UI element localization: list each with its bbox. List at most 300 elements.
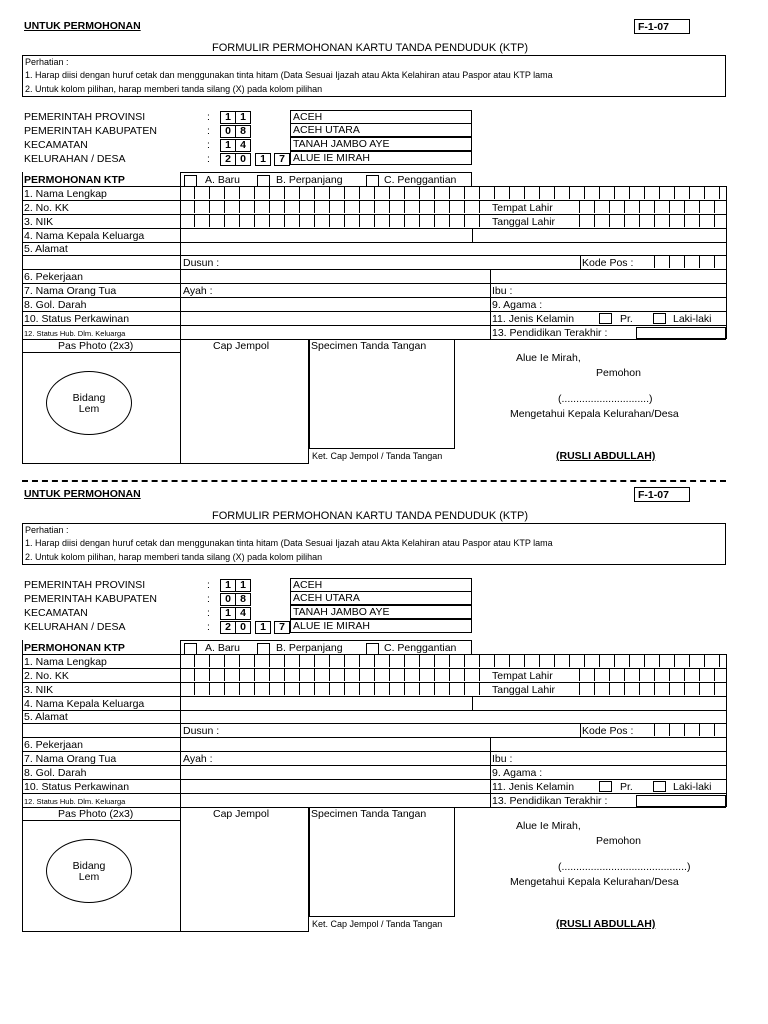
char-cell[interactable] — [360, 655, 375, 667]
char-cell[interactable] — [690, 187, 705, 199]
glue-label-2: Lem — [78, 403, 100, 415]
char-cell[interactable] — [555, 655, 570, 667]
char-cell[interactable] — [180, 215, 195, 227]
char-cell[interactable] — [700, 683, 715, 695]
char-cell[interactable] — [685, 201, 700, 213]
char-cell[interactable] — [330, 187, 345, 199]
thumbprint-box[interactable] — [180, 807, 309, 932]
char-cell[interactable] — [670, 201, 685, 213]
char-cell[interactable] — [195, 655, 210, 667]
kabupaten-name: ACEH UTARA — [293, 124, 360, 136]
char-cell[interactable] — [285, 669, 300, 681]
char-cell[interactable] — [565, 683, 580, 695]
char-cell[interactable] — [595, 683, 610, 695]
char-cell[interactable] — [330, 215, 345, 227]
char-cell[interactable] — [705, 187, 720, 199]
char-cell[interactable] — [655, 683, 670, 695]
char-cell[interactable] — [240, 669, 255, 681]
char-cell[interactable] — [210, 669, 225, 681]
char-cell[interactable] — [210, 215, 225, 227]
char-cell[interactable] — [255, 683, 270, 695]
char-cell[interactable] — [270, 683, 285, 695]
kelamin-lk-label: Laki-laki — [673, 313, 712, 325]
char-cell[interactable] — [675, 655, 690, 667]
char-cell[interactable] — [300, 669, 315, 681]
char-cell[interactable] — [225, 201, 240, 213]
mengetahui-label: Mengetahui Kepala Kelurahan/Desa — [510, 408, 679, 420]
char-cell[interactable] — [225, 683, 240, 695]
field-kepala-keluarga: 4. Nama Kepala Keluarga — [24, 698, 145, 710]
char-cell[interactable] — [670, 669, 685, 681]
char-cell[interactable] — [685, 215, 700, 227]
char-cell[interactable] — [195, 187, 210, 199]
char-cell[interactable] — [655, 201, 670, 213]
char-cell[interactable] — [210, 683, 225, 695]
char-cell[interactable] — [700, 201, 715, 213]
char-cell[interactable] — [480, 655, 495, 667]
char-cell[interactable] — [360, 669, 375, 681]
char-cell[interactable] — [465, 669, 480, 681]
char-cell[interactable] — [345, 655, 360, 667]
char-cell[interactable] — [450, 215, 465, 227]
kodepos-grid[interactable] — [640, 256, 726, 268]
char-cell[interactable] — [640, 215, 655, 227]
char-cell[interactable] — [565, 669, 580, 681]
char-cell[interactable] — [210, 201, 225, 213]
char-cell[interactable] — [390, 655, 405, 667]
tanggal-lahir-grid[interactable] — [565, 683, 726, 695]
char-cell[interactable] — [390, 683, 405, 695]
field-nik: 3. NIK — [24, 684, 54, 696]
char-cell[interactable] — [180, 669, 195, 681]
char-cell[interactable] — [660, 187, 675, 199]
char-cell[interactable] — [180, 187, 195, 199]
char-cell[interactable] — [525, 655, 540, 667]
nik-grid[interactable] — [180, 215, 490, 227]
char-cell[interactable] — [655, 256, 670, 268]
char-cell[interactable] — [375, 655, 390, 667]
char-cell[interactable] — [375, 201, 390, 213]
char-cell[interactable] — [480, 187, 495, 199]
char-cell[interactable] — [255, 187, 270, 199]
char-cell[interactable] — [360, 215, 375, 227]
char-cell[interactable] — [465, 683, 480, 695]
char-cell[interactable] — [330, 683, 345, 695]
char-cell[interactable] — [375, 683, 390, 695]
field-nama: 1. Nama Lengkap — [24, 656, 107, 668]
signature-label: Specimen Tanda Tangan — [311, 808, 427, 820]
provinsi-code-digit[interactable]: 1 — [235, 579, 251, 592]
char-cell[interactable] — [450, 683, 465, 695]
kelamin-pr-checkbox[interactable] — [599, 781, 612, 792]
kelurahan-code-digit[interactable]: 7 — [274, 153, 290, 166]
kecamatan-code-digit[interactable]: 1 — [220, 607, 236, 620]
char-cell[interactable] — [195, 215, 210, 227]
char-cell[interactable] — [540, 655, 555, 667]
kecamatan-label: KECAMATAN — [24, 139, 88, 151]
kodepos-grid[interactable] — [640, 724, 726, 736]
tempat-lahir-grid[interactable] — [565, 669, 726, 681]
char-cell[interactable] — [390, 669, 405, 681]
char-cell[interactable] — [645, 655, 660, 667]
char-cell[interactable] — [630, 655, 645, 667]
signature-label: Specimen Tanda Tangan — [311, 340, 427, 352]
field-status-hubungan: 12. Status Hub. Dlm. Keluarga — [24, 797, 126, 806]
char-cell[interactable] — [630, 187, 645, 199]
kelurahan-code-digit[interactable]: 0 — [235, 621, 251, 634]
char-cell[interactable] — [685, 256, 700, 268]
kelamin-lk-checkbox[interactable] — [653, 781, 666, 792]
char-cell[interactable] — [655, 215, 670, 227]
char-cell[interactable] — [195, 669, 210, 681]
char-cell[interactable] — [570, 187, 585, 199]
char-cell[interactable] — [555, 187, 570, 199]
option-b-label: B. Perpanjang — [276, 642, 343, 654]
char-cell[interactable] — [595, 201, 610, 213]
char-cell[interactable] — [625, 201, 640, 213]
thumbprint-box[interactable] — [180, 339, 309, 464]
field-nik: 3. NIK — [24, 216, 54, 228]
char-cell[interactable] — [255, 201, 270, 213]
char-cell[interactable] — [420, 683, 435, 695]
char-cell[interactable] — [225, 669, 240, 681]
char-cell[interactable] — [225, 215, 240, 227]
signature-caption: Ket. Cap Jempol / Tanda Tangan — [312, 451, 443, 461]
char-cell[interactable] — [525, 187, 540, 199]
field-pendidikan: 13. Pendidikan Terakhir : — [492, 795, 608, 807]
char-cell[interactable] — [540, 187, 555, 199]
char-cell[interactable] — [225, 187, 240, 199]
char-cell[interactable] — [615, 187, 630, 199]
char-cell[interactable] — [195, 201, 210, 213]
nama-grid[interactable] — [180, 655, 726, 667]
provinsi-colon: : — [207, 579, 210, 591]
pendidikan-input[interactable] — [636, 795, 726, 807]
char-cell[interactable] — [645, 187, 660, 199]
option-b-label: B. Perpanjang — [276, 174, 343, 186]
char-cell[interactable] — [465, 655, 480, 667]
char-cell[interactable] — [690, 655, 705, 667]
field-ayah: Ayah : — [183, 285, 213, 297]
char-cell[interactable] — [345, 215, 360, 227]
form-code: F-1-07 — [638, 21, 669, 33]
form-code: F-1-07 — [638, 489, 669, 501]
char-cell[interactable] — [625, 683, 640, 695]
char-cell[interactable] — [670, 215, 685, 227]
provinsi-code-digit[interactable]: 1 — [235, 111, 251, 124]
kelurahan-code-digit[interactable]: 1 — [255, 153, 271, 166]
char-cell[interactable] — [435, 683, 450, 695]
signature-box[interactable] — [309, 807, 455, 917]
char-cell[interactable] — [300, 187, 315, 199]
char-cell[interactable] — [255, 669, 270, 681]
char-cell[interactable] — [435, 201, 450, 213]
char-cell[interactable] — [390, 215, 405, 227]
char-cell[interactable] — [685, 724, 700, 736]
char-cell[interactable] — [315, 655, 330, 667]
kelamin-lk-label: Laki-laki — [673, 781, 712, 793]
char-cell[interactable] — [585, 655, 600, 667]
char-cell[interactable] — [600, 655, 615, 667]
kelurahan-code-digit[interactable]: 0 — [235, 153, 251, 166]
kabupaten-code-digit[interactable]: 8 — [235, 125, 251, 138]
char-cell[interactable] — [640, 201, 655, 213]
char-cell[interactable] — [510, 187, 525, 199]
char-cell[interactable] — [180, 683, 195, 695]
char-cell[interactable] — [675, 187, 690, 199]
char-cell[interactable] — [625, 215, 640, 227]
char-cell[interactable] — [670, 256, 685, 268]
kabupaten-code-digit[interactable]: 0 — [220, 125, 236, 138]
char-cell[interactable] — [405, 215, 420, 227]
field-gol-darah: 8. Gol. Darah — [24, 767, 87, 779]
char-cell[interactable] — [700, 724, 715, 736]
thumbprint-label: Cap Jempol — [213, 808, 270, 820]
section-label: UNTUK PERMOHONAN — [24, 488, 141, 500]
char-cell[interactable] — [315, 215, 330, 227]
field-kodepos: Kode Pos : — [582, 257, 634, 269]
kabupaten-label: PEMERINTAH KABUPATEN — [24, 125, 158, 137]
char-cell[interactable] — [700, 215, 715, 227]
signature-box[interactable] — [309, 339, 455, 449]
char-cell[interactable] — [270, 669, 285, 681]
char-cell[interactable] — [700, 669, 715, 681]
char-cell[interactable] — [225, 655, 240, 667]
tanggal-lahir-grid[interactable] — [565, 215, 726, 227]
char-cell[interactable] — [375, 215, 390, 227]
char-cell[interactable] — [640, 724, 655, 736]
char-cell[interactable] — [655, 724, 670, 736]
char-cell[interactable] — [405, 683, 420, 695]
char-cell[interactable] — [670, 724, 685, 736]
form-title: FORMULIR PERMOHONAN KARTU TANDA PENDUDUK (KTP) — [212, 42, 528, 54]
kecamatan-code-digit[interactable]: 4 — [235, 607, 251, 620]
char-cell[interactable] — [285, 215, 300, 227]
char-cell[interactable] — [405, 187, 420, 199]
char-cell[interactable] — [345, 201, 360, 213]
char-cell[interactable] — [180, 201, 195, 213]
field-tempat-lahir: Tempat Lahir — [492, 202, 553, 214]
char-cell[interactable] — [595, 669, 610, 681]
kelamin-pr-checkbox[interactable] — [599, 313, 612, 324]
provinsi-code-digit[interactable]: 1 — [220, 579, 236, 592]
char-cell[interactable] — [285, 655, 300, 667]
kelurahan-colon: : — [207, 621, 210, 633]
char-cell[interactable] — [595, 215, 610, 227]
char-cell[interactable] — [180, 655, 195, 667]
char-cell[interactable] — [420, 201, 435, 213]
char-cell[interactable] — [580, 201, 595, 213]
char-cell[interactable] — [210, 187, 225, 199]
char-cell[interactable] — [360, 683, 375, 695]
option-c-label: C. Penggantian — [384, 174, 457, 186]
char-cell[interactable] — [405, 655, 420, 667]
mengetahui-label: Mengetahui Kepala Kelurahan/Desa — [510, 876, 679, 888]
char-cell[interactable] — [450, 201, 465, 213]
char-cell[interactable] — [375, 669, 390, 681]
char-cell[interactable] — [580, 215, 595, 227]
char-cell[interactable] — [435, 187, 450, 199]
char-cell[interactable] — [585, 187, 600, 199]
char-cell[interactable] — [270, 187, 285, 199]
char-cell[interactable] — [240, 187, 255, 199]
field-jenis-kelamin: 11. Jenis Kelamin — [492, 781, 575, 793]
section-label: UNTUK PERMOHONAN — [24, 20, 141, 32]
char-cell[interactable] — [435, 669, 450, 681]
kelurahan-label: KELURAHAN / DESA — [24, 153, 126, 165]
kelurahan-code-digit[interactable]: 2 — [220, 621, 236, 634]
char-cell[interactable] — [495, 655, 510, 667]
char-cell[interactable] — [640, 669, 655, 681]
kelurahan-name: ALUE IE MIRAH — [293, 620, 371, 632]
char-cell[interactable] — [580, 669, 595, 681]
char-cell[interactable] — [405, 201, 420, 213]
place-date: Alue Ie Mirah, — [516, 352, 581, 364]
char-cell[interactable] — [580, 683, 595, 695]
kabupaten-code-digit[interactable]: 8 — [235, 593, 251, 606]
char-cell[interactable] — [435, 215, 450, 227]
kabupaten-code-digit[interactable]: 0 — [220, 593, 236, 606]
char-cell[interactable] — [660, 655, 675, 667]
char-cell[interactable] — [270, 215, 285, 227]
signature-caption: Ket. Cap Jempol / Tanda Tangan — [312, 919, 443, 929]
char-cell[interactable] — [625, 669, 640, 681]
char-cell[interactable] — [315, 201, 330, 213]
pendidikan-input[interactable] — [636, 327, 726, 339]
char-cell[interactable] — [615, 655, 630, 667]
char-cell[interactable] — [420, 215, 435, 227]
tempat-lahir-grid[interactable] — [565, 201, 726, 213]
char-cell[interactable] — [565, 201, 580, 213]
char-cell[interactable] — [330, 655, 345, 667]
char-cell[interactable] — [285, 201, 300, 213]
kk-grid[interactable] — [180, 669, 490, 681]
thumbprint-label: Cap Jempol — [213, 340, 270, 352]
char-cell[interactable] — [640, 256, 655, 268]
char-cell[interactable] — [315, 669, 330, 681]
char-cell[interactable] — [330, 669, 345, 681]
char-cell[interactable] — [465, 215, 480, 227]
char-cell[interactable] — [670, 683, 685, 695]
glue-label-1: Bidang — [72, 392, 106, 404]
field-status-perkawinan: 10. Status Perkawinan — [24, 781, 130, 793]
char-cell[interactable] — [685, 683, 700, 695]
char-cell[interactable] — [450, 669, 465, 681]
char-cell[interactable] — [240, 201, 255, 213]
char-cell[interactable] — [495, 187, 510, 199]
field-agama: 9. Agama : — [492, 767, 543, 779]
char-cell[interactable] — [570, 655, 585, 667]
char-cell[interactable] — [315, 187, 330, 199]
char-cell[interactable] — [360, 201, 375, 213]
char-cell[interactable] — [240, 655, 255, 667]
char-cell[interactable] — [640, 683, 655, 695]
field-orang-tua: 7. Nama Orang Tua — [24, 285, 117, 297]
char-cell[interactable] — [300, 683, 315, 695]
char-cell[interactable] — [330, 201, 345, 213]
char-cell[interactable] — [685, 669, 700, 681]
kelurahan-code-digit[interactable]: 1 — [255, 621, 271, 634]
char-cell[interactable] — [700, 256, 715, 268]
char-cell[interactable] — [610, 683, 625, 695]
char-cell[interactable] — [300, 201, 315, 213]
kecamatan-code-digit[interactable]: 4 — [235, 139, 251, 152]
char-cell[interactable] — [420, 669, 435, 681]
char-cell[interactable] — [285, 683, 300, 695]
char-cell[interactable] — [610, 669, 625, 681]
char-cell[interactable] — [565, 215, 580, 227]
char-cell[interactable] — [315, 683, 330, 695]
kelurahan-code-digit[interactable]: 7 — [274, 621, 290, 634]
char-cell[interactable] — [300, 655, 315, 667]
char-cell[interactable] — [255, 655, 270, 667]
char-cell[interactable] — [465, 201, 480, 213]
field-dusun: Dusun : — [183, 257, 220, 269]
char-cell[interactable] — [345, 187, 360, 199]
provinsi-code-digit[interactable]: 1 — [220, 111, 236, 124]
char-cell[interactable] — [360, 187, 375, 199]
char-cell[interactable] — [195, 683, 210, 695]
char-cell[interactable] — [610, 215, 625, 227]
field-agama: 9. Agama : — [492, 299, 543, 311]
nama-grid[interactable] — [180, 187, 726, 199]
char-cell[interactable] — [270, 201, 285, 213]
kk-grid[interactable] — [180, 201, 490, 213]
char-cell[interactable] — [705, 655, 720, 667]
char-cell[interactable] — [390, 187, 405, 199]
char-cell[interactable] — [420, 187, 435, 199]
kelurahan-code-digit[interactable]: 2 — [220, 153, 236, 166]
kelurahan-name: ALUE IE MIRAH — [293, 152, 371, 164]
field-dusun: Dusun : — [183, 725, 220, 737]
char-cell[interactable] — [345, 669, 360, 681]
kecamatan-label: KECAMATAN — [24, 607, 88, 619]
char-cell[interactable] — [450, 187, 465, 199]
char-cell[interactable] — [240, 215, 255, 227]
kecamatan-code-digit[interactable]: 1 — [220, 139, 236, 152]
char-cell[interactable] — [610, 201, 625, 213]
char-cell[interactable] — [240, 683, 255, 695]
char-cell[interactable] — [300, 215, 315, 227]
kelamin-lk-checkbox[interactable] — [653, 313, 666, 324]
photo-label: Pas Photo (2x3) — [58, 808, 134, 820]
char-cell[interactable] — [420, 655, 435, 667]
nik-grid[interactable] — [180, 683, 490, 695]
char-cell[interactable] — [285, 187, 300, 199]
char-cell[interactable] — [405, 669, 420, 681]
char-cell[interactable] — [465, 187, 480, 199]
provinsi-colon: : — [207, 111, 210, 123]
char-cell[interactable] — [270, 655, 285, 667]
pemohon-label: Pemohon — [596, 367, 641, 379]
char-cell[interactable] — [600, 187, 615, 199]
char-cell[interactable] — [390, 201, 405, 213]
field-status-hubungan: 12. Status Hub. Dlm. Keluarga — [24, 329, 126, 338]
char-cell[interactable] — [450, 655, 465, 667]
field-alamat: 5. Alamat — [24, 243, 68, 255]
char-cell[interactable] — [655, 669, 670, 681]
field-gol-darah: 8. Gol. Darah — [24, 299, 87, 311]
provinsi-label: PEMERINTAH PROVINSI — [24, 111, 146, 123]
char-cell[interactable] — [510, 655, 525, 667]
char-cell[interactable] — [255, 215, 270, 227]
char-cell[interactable] — [375, 187, 390, 199]
char-cell[interactable] — [345, 683, 360, 695]
char-cell[interactable] — [435, 655, 450, 667]
char-cell[interactable] — [210, 655, 225, 667]
option-c-label: C. Penggantian — [384, 642, 457, 654]
notes-line-2: 2. Untuk kolom pilihan, harap memberi tanda silang (X) pada kolom pilihan — [25, 84, 323, 94]
